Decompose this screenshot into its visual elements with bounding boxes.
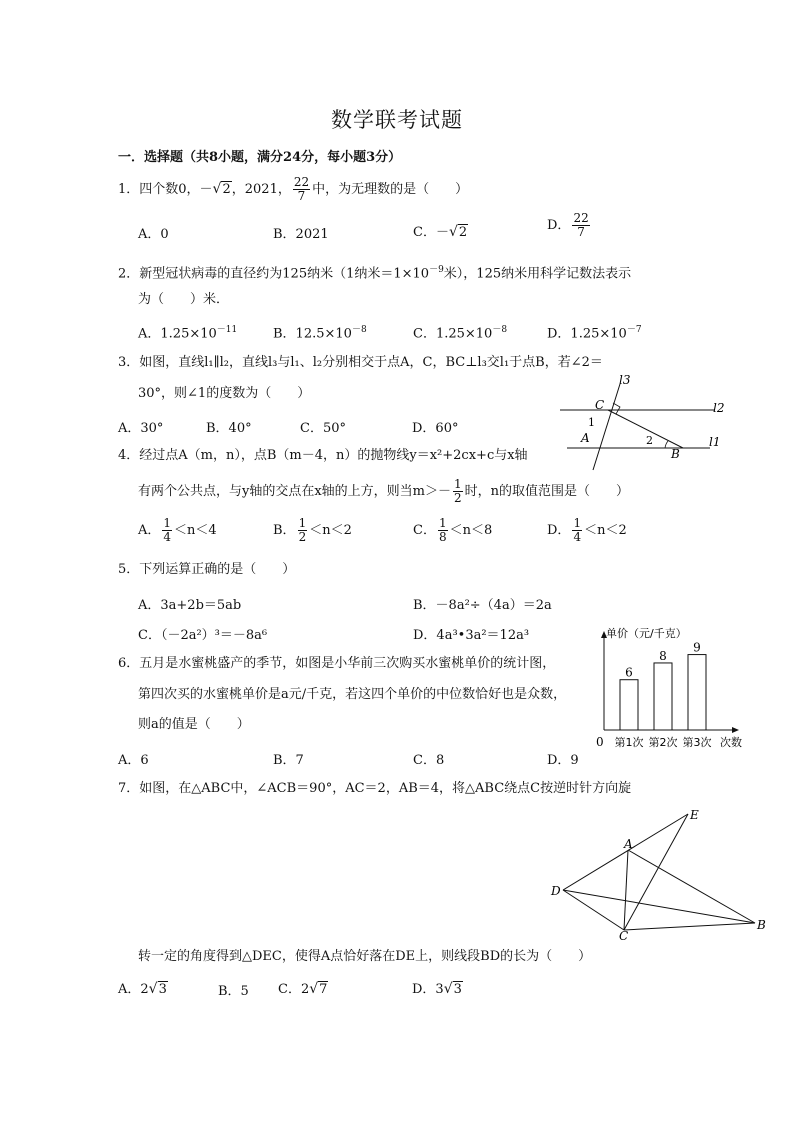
q4-option-c: C． $\frac{1}{8}$ ＜n＜8 xyxy=(413,516,493,544)
x-axis-arrow xyxy=(732,727,739,733)
page-title: 数学联考试题 xyxy=(331,108,463,132)
segment-cb xyxy=(624,923,755,930)
q1-option-c: C．－√2 xyxy=(413,224,468,240)
q3-option-b: B．40° xyxy=(206,421,252,436)
label-b: B xyxy=(757,918,766,932)
q7-option-c: C．2√7 xyxy=(278,981,328,997)
segment-dc xyxy=(563,890,624,930)
label-d: D xyxy=(551,884,561,898)
q6-option-a: A．6 xyxy=(118,753,149,768)
unit-price-bar-chart xyxy=(592,622,752,752)
q1-option-b: B．2021 xyxy=(273,227,329,242)
fraction: $\frac{22}{7}$ xyxy=(293,175,310,203)
label-angle-2: 2 xyxy=(646,434,653,447)
label-c: C xyxy=(619,929,629,943)
label-l2: l2 xyxy=(713,401,725,415)
segment-ac xyxy=(624,850,628,930)
sqrt-symbol: √2 xyxy=(212,181,231,197)
question-5-stem: 5．下列运算正确的是（ ） xyxy=(118,562,296,577)
x-axis-label: 次数 xyxy=(720,736,742,749)
q2-option-c: C．$1.25\times 10^{-8}$ xyxy=(413,325,508,342)
rotation-triangle-figure xyxy=(548,806,773,946)
question-4-stem-line2: 有两个公共点，与y轴的交点在x轴的上方，则当m＞－ $\frac{1}{2}$ 时，n的取值范围是（ ） xyxy=(138,477,630,505)
segment-de xyxy=(563,814,688,890)
q6-option-b: B．7 xyxy=(273,753,304,768)
q4-option-b: B． $\frac{1}{2}$ ＜n＜2 xyxy=(273,516,352,544)
label-e: E xyxy=(690,808,699,822)
q7-option-a: A．2√3 xyxy=(118,981,167,997)
q6-option-d: D．9 xyxy=(547,753,579,768)
q6-option-c: C．8 xyxy=(413,753,445,768)
bar-value-label: 8 xyxy=(659,648,667,663)
q2-option-a: A．$1.25\times 10^{-11}$ xyxy=(138,325,238,342)
q5-option-a: A．3a+2b＝5ab xyxy=(138,598,242,613)
bar xyxy=(688,655,706,730)
section-heading: 一．选择题（共8小题，满分24分，每小题3分） xyxy=(118,150,402,165)
question-1-stem: 1．四个数0，－√2，2021， $\frac{22}{7}$ 中，为无理数的是（ ） xyxy=(118,175,469,203)
question-2-stem-line2: 为（ ）米． xyxy=(138,292,230,307)
q2-option-d: D．$1.25\times 10^{-7}$ xyxy=(547,325,642,342)
q1-option-d: D． $\frac{22}{7}$ xyxy=(547,211,589,239)
segment-ce xyxy=(624,814,688,930)
label-l1: l1 xyxy=(709,435,721,449)
q7-option-d: D．3√3 xyxy=(412,981,462,997)
q4-option-a: A． $\frac{1}{4}$ ＜n＜4 xyxy=(138,516,217,544)
y-axis-label: 单价（元/千克） xyxy=(606,627,687,640)
category-label: 第2次 xyxy=(648,736,678,749)
label-angle-1: 1 xyxy=(588,416,595,429)
q4-option-d: D． $\frac{1}{4}$ ＜n＜2 xyxy=(547,516,627,544)
bar xyxy=(620,680,638,730)
q3-option-c: C．50° xyxy=(300,421,346,436)
q7-option-b: B．5 xyxy=(218,984,249,999)
question-6-stem-line2: 第四次买的水蜜桃单价是a元/千克，若这四个单价的中位数恰好也是众数， xyxy=(138,687,567,702)
q5-option-b: B．－8a²÷（4a）＝2a xyxy=(413,598,552,613)
question-6-stem-line3: 则a的值是（ ） xyxy=(138,717,250,732)
question-2-stem-line1: 2．新型冠状病毒的直径约为125纳米（1纳米$=1\times 10^{-9}$米），125纳米用科学记数法表示 xyxy=(118,265,632,282)
category-label: 第3次 xyxy=(682,736,712,749)
bar xyxy=(654,663,672,730)
question-4-stem-line1: 4．经过点A（m，n），点B（m－4，n）的抛物线y＝x²+2cx+c与x轴 xyxy=(118,448,528,463)
parallel-lines-figure xyxy=(555,372,735,472)
question-3-stem-line2: 30°，则∠1的度数为（ ） xyxy=(138,386,311,401)
angle-2-arc xyxy=(665,441,668,448)
q5-option-c: C．（－2a²）³＝－8a⁶ xyxy=(138,628,268,643)
category-label: 第1次 xyxy=(614,736,644,749)
q3-option-d: D．60° xyxy=(412,421,459,436)
question-6-stem-line1: 6．五月是水蜜桃盛产的季节，如图是小华前三次购买水蜜桃单价的统计图， xyxy=(118,656,556,671)
q3-option-a: A．30° xyxy=(118,421,164,436)
label-a: A xyxy=(624,837,633,851)
bar-value-label: 6 xyxy=(625,665,633,680)
question-7-stem-line2: 转一定的角度得到△DEC，使得A点恰好落在DE上，则线段BD的长为（ ） xyxy=(138,949,592,964)
label-a: A xyxy=(581,431,590,445)
line-l3 xyxy=(593,384,620,470)
q5-option-d: D．4a³•3a²＝12a³ xyxy=(413,628,530,643)
label-c: C xyxy=(595,398,605,412)
question-7-stem-line1: 7．如图，在△ABC中，∠ACB＝90°，AC＝2，AB＝4，将△ABC绕点C按逆时针方向旋 xyxy=(118,781,632,796)
label-l3: l3 xyxy=(619,373,631,387)
origin-label: 0 xyxy=(596,735,604,749)
q2-option-b: B．$12.5\times 10^{-8}$ xyxy=(273,325,367,342)
q1-option-a: A．0 xyxy=(138,227,169,242)
label-b: B xyxy=(671,447,680,461)
right-angle-mark xyxy=(613,403,620,414)
question-3-stem-line1: 3．如图，直线l₁∥l₂，直线l₃与l₁、l₂分别相交于点A，C，BC⊥l₃交l₁于点B，若∠2＝ xyxy=(118,355,603,370)
bar-value-label: 9 xyxy=(693,640,701,655)
